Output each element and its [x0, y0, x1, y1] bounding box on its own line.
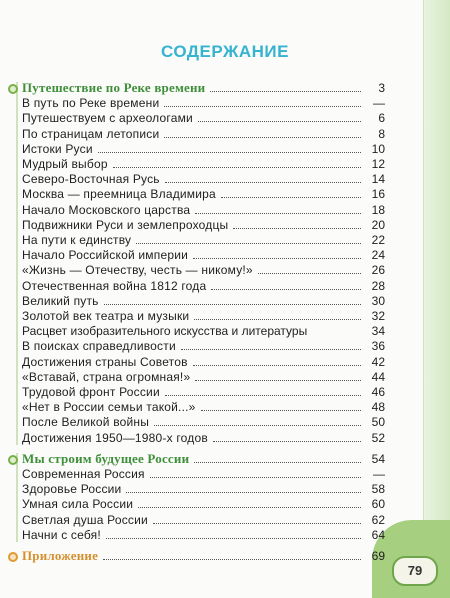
toc-page: 54	[371, 451, 385, 466]
toc-item-label: После Великой войны	[22, 415, 150, 430]
toc-page: 69	[371, 549, 385, 563]
toc-page: 28	[371, 278, 385, 293]
dot-leader	[153, 523, 361, 524]
toc-item-label: Расцвет изобразительного искусства и литературы	[22, 324, 308, 339]
toc-item[interactable]	[22, 141, 385, 156]
section-bullet-icon	[8, 552, 18, 562]
toc-item-label: Отечественная война 1812 года	[22, 278, 207, 293]
dot-leader	[210, 91, 361, 92]
toc-item[interactable]	[22, 186, 385, 201]
dot-leader	[233, 228, 361, 229]
dot-leader	[195, 213, 361, 214]
toc-page: 24	[371, 248, 385, 263]
dot-leader	[258, 273, 361, 274]
dot-leader	[195, 380, 361, 381]
toc-item[interactable]	[22, 512, 385, 527]
dot-leader	[194, 462, 361, 463]
toc-item-label: Умная сила России	[22, 497, 134, 512]
toc-item-label: «Жизнь — Отечеству, честь — никому!»	[22, 263, 253, 278]
toc-item[interactable]	[22, 527, 385, 542]
toc-item[interactable]	[22, 323, 385, 338]
toc-item[interactable]	[22, 202, 385, 217]
toc-item[interactable]	[22, 414, 385, 429]
toc-item[interactable]	[22, 156, 385, 171]
toc-item[interactable]	[22, 369, 385, 384]
dot-leader	[165, 395, 361, 396]
dot-leader	[181, 349, 361, 350]
toc-page: 52	[371, 430, 385, 445]
toc-item-label: Начни с себя!	[22, 527, 101, 542]
toc-page: 60	[371, 497, 385, 512]
toc-item[interactable]	[22, 308, 385, 323]
toc-item-label: В поисках справедливости	[22, 339, 176, 354]
toc-item[interactable]	[22, 262, 385, 277]
toc-item-label: Золотой век театра и музыки	[22, 309, 190, 323]
section-bullet-icon	[8, 84, 18, 94]
toc-item[interactable]	[22, 110, 385, 125]
toc-page: 36	[371, 339, 385, 354]
dot-leader	[194, 319, 361, 320]
toc-item-label: На пути к единству	[22, 233, 132, 247]
toc-item-label: Здоровье России	[22, 482, 122, 497]
toc-item[interactable]	[22, 338, 385, 353]
dot-leader	[113, 167, 361, 168]
toc-page: 44	[371, 369, 385, 384]
toc-page: 26	[371, 263, 385, 278]
toc-item-label: «Нет в России семьи такой...»	[22, 400, 196, 415]
toc-page: 50	[371, 415, 385, 430]
page-edge-decoration	[423, 0, 450, 598]
dot-leader	[98, 152, 361, 153]
dot-leader	[213, 441, 361, 442]
toc-page: 42	[371, 354, 385, 369]
toc-item[interactable]	[22, 126, 385, 141]
dot-leader	[211, 289, 361, 290]
toc-page: 12	[371, 157, 385, 171]
dot-leader	[138, 507, 361, 508]
dot-leader	[150, 477, 361, 478]
dot-leader	[198, 121, 361, 122]
toc-page: —	[373, 467, 385, 481]
toc-item-label: Достижения страны Советов	[22, 354, 188, 369]
toc-item-label: Путешествуем с археологами	[22, 111, 193, 126]
toc-page: —	[373, 96, 385, 111]
toc-section-title: Приложение	[22, 548, 99, 563]
dot-leader	[136, 243, 361, 244]
toc-page: 34	[371, 324, 385, 339]
toc-item[interactable]	[22, 354, 385, 369]
section-bullet-icon	[8, 455, 18, 465]
toc-item[interactable]	[22, 466, 385, 481]
dot-leader	[106, 538, 361, 539]
toc-item-label: Северо-Восточная Русь	[22, 172, 160, 187]
toc-item[interactable]	[22, 496, 385, 511]
toc-item[interactable]	[22, 430, 385, 445]
toc-item-label: Светлая душа России	[22, 512, 148, 527]
toc-page: 16	[371, 187, 385, 202]
toc-page: 30	[371, 293, 385, 308]
toc-page: 58	[371, 482, 385, 497]
toc-item-label: «Вставай, страна огромная!»	[22, 369, 191, 384]
toc-item[interactable]	[22, 171, 385, 186]
toc-item-label: Начало Российской империи	[22, 248, 189, 263]
toc-item[interactable]	[22, 384, 385, 399]
toc-item[interactable]	[22, 95, 385, 110]
toc-section[interactable]	[22, 80, 385, 95]
toc-page: 22	[371, 233, 385, 247]
page-title: СОДЕРЖАНИЕ	[161, 42, 289, 61]
dot-leader	[154, 425, 361, 426]
page-number: 79	[392, 556, 438, 586]
toc-item[interactable]	[22, 293, 385, 308]
toc-page: 20	[371, 217, 385, 232]
toc-item[interactable]	[22, 232, 385, 247]
toc-item-label: Подвижники Руси и землепроходцы	[22, 217, 229, 232]
toc-page: 48	[371, 400, 385, 415]
toc-item-label: Истоки Руси	[22, 141, 93, 156]
toc-page: 14	[371, 172, 385, 187]
toc-item-label: В путь по Реке времени	[22, 96, 160, 111]
toc-item-label: Трудовой фронт России	[22, 385, 160, 399]
dot-leader	[126, 492, 361, 493]
toc-section[interactable]	[22, 548, 385, 563]
dot-leader	[104, 304, 361, 305]
toc-item-label: Мудрый выбор	[22, 157, 108, 171]
toc-item-label: По страницам летописи	[22, 126, 160, 141]
dot-leader	[193, 258, 361, 259]
toc-page: 62	[371, 512, 385, 527]
toc-item[interactable]	[22, 399, 385, 414]
dot-leader	[193, 365, 361, 366]
toc-item-label: Современная Россия	[22, 467, 145, 481]
toc-item-label: Начало Московского царства	[22, 202, 191, 217]
dot-leader	[164, 106, 361, 107]
toc-page: 10	[371, 141, 385, 156]
toc-page: 6	[378, 111, 385, 126]
dot-leader	[164, 137, 361, 138]
toc-page: 18	[371, 202, 385, 217]
toc-item[interactable]	[22, 247, 385, 262]
toc-section[interactable]	[22, 451, 385, 466]
toc-item-label: Достижения 1950—1980-х годов	[22, 430, 208, 445]
dot-leader	[165, 182, 361, 183]
toc-item-label: Великий путь	[22, 293, 99, 308]
toc-page: 64	[371, 527, 385, 542]
toc-item[interactable]	[22, 278, 385, 293]
toc-item[interactable]	[22, 217, 385, 232]
toc-item[interactable]	[22, 481, 385, 496]
toc-page: 3	[378, 81, 385, 95]
toc-page: 8	[378, 126, 385, 141]
toc-section-title: Мы строим будущее России	[22, 450, 190, 466]
toc-page: 32	[371, 309, 385, 323]
toc-page: 46	[371, 385, 385, 399]
toc-section-title: Путешествие по Реке времени	[22, 80, 206, 95]
dot-leader	[103, 559, 361, 560]
toc-item-label: Москва — преемница Владимира	[22, 187, 216, 202]
dot-leader	[201, 410, 361, 411]
dot-leader	[221, 197, 361, 198]
